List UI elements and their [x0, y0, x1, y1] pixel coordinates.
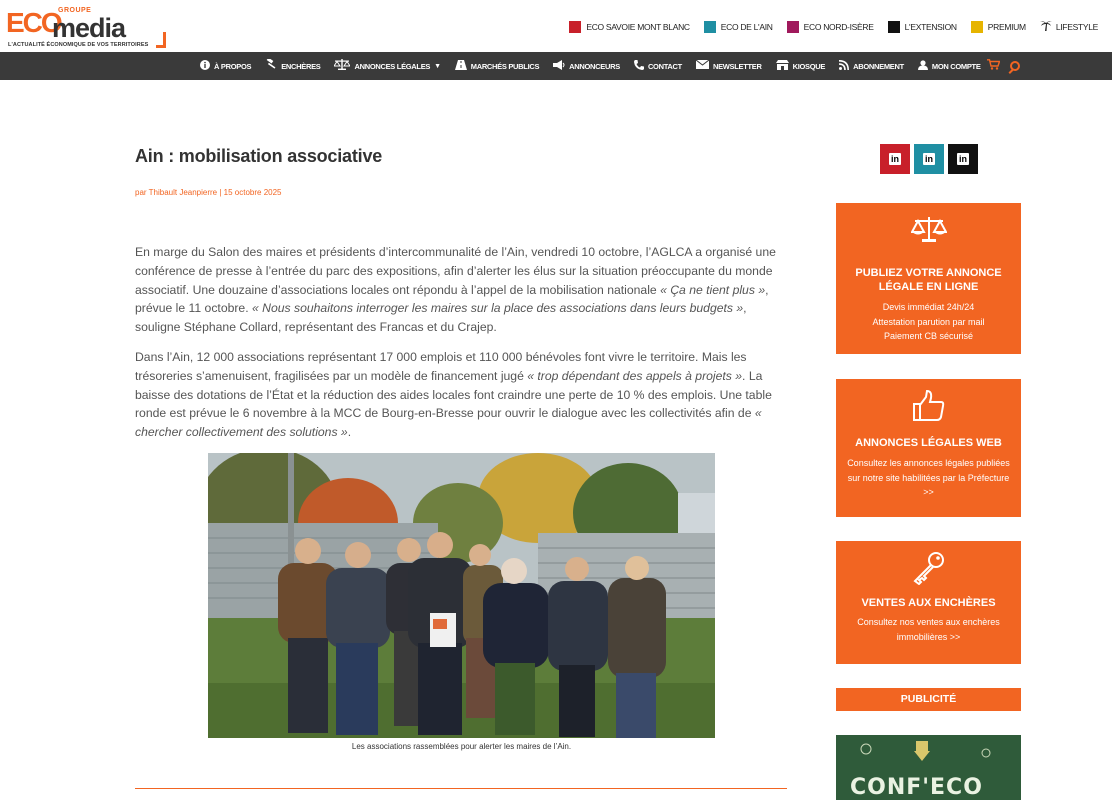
article-title: Ain : mobilisation associative: [135, 146, 383, 166]
quote-run: « Nous souhaitons interroger les maires sur la place des associations dans leurs budgets »: [251, 301, 744, 316]
card-ventes-encheres[interactable]: [836, 541, 1021, 664]
card-line: Attestation parution par mail: [872, 316, 985, 327]
publicite-heading: PUBLICITÉ: [836, 688, 1021, 711]
article-divider: [135, 788, 787, 789]
quote-run: « trop dépendant des appels à projets »: [527, 368, 743, 383]
balance-icon: [334, 59, 350, 73]
card-title: ANNONCES LÉGALES WEB: [855, 437, 1002, 449]
nav-a-propos[interactable]: [200, 60, 251, 73]
article-byline: [135, 188, 282, 197]
edition-label: L'EXTENSION: [904, 21, 957, 32]
nav-label: CONTACT: [647, 61, 682, 71]
nav-label: ENCHÈRES: [281, 61, 321, 71]
edition-lifestyle[interactable]: [1040, 19, 1098, 34]
info-icon: [200, 60, 210, 73]
chevron-down-icon: ▼: [434, 62, 441, 70]
search-icon[interactable]: [1010, 61, 1020, 71]
edition-color-square: [704, 21, 716, 33]
nav-kiosque[interactable]: [776, 60, 826, 73]
nav-label: ANNONCES LÉGALES: [354, 61, 431, 71]
nav-label: MARCHÉS PUBLICS: [470, 61, 540, 71]
road-icon: [455, 60, 467, 73]
article-date: 15 octobre 2025: [223, 188, 282, 197]
nav-label: KIOSQUE: [792, 61, 826, 71]
ad-banner[interactable]: [836, 735, 1021, 800]
photo-caption: Les associations rassemblées pour alerter les maires de l’Ain.: [351, 742, 572, 751]
edition-label: ECO SAVOIE MONT BLANC: [586, 21, 690, 32]
thumbs-up-icon: [836, 389, 1021, 428]
card-annonces-legales-web[interactable]: [836, 379, 1021, 517]
card-text: Consultez nos ventes aux enchères immobilières >>: [857, 617, 1000, 642]
edition-color-square: [888, 21, 900, 33]
logo-groupe: GROUPE: [58, 7, 92, 14]
site-logo[interactable]: [6, 6, 166, 48]
social-links: [880, 144, 978, 174]
user-icon: [918, 60, 928, 73]
article-paragraph-2: [135, 348, 790, 442]
text-run: . La baisse des dotations de l’État et la réduction des aides locales font craindre une perte de 10 % des emplois. Une table ronde est prévue le 6 novembre à la MCC de Bourg-en-Bresse pour ouvrir le dialogue avec les collectivités afin de: [135, 368, 772, 421]
linkedin-icon: in: [891, 154, 899, 164]
nav-label: ANNONCEURS: [569, 61, 620, 71]
gavel-icon: [265, 59, 277, 73]
nav-annonceurs[interactable]: [553, 60, 620, 73]
quote-run: « chercher collectivement des solutions »: [135, 406, 762, 440]
top-header: [0, 0, 1112, 52]
quote-run: « Ça ne tient plus »: [660, 282, 766, 297]
text-run: .: [347, 425, 352, 440]
nav-label: MON COMPTE: [931, 61, 981, 71]
nav-label: ABONNEMENT: [853, 61, 904, 71]
linkedin-icon: in: [959, 154, 967, 164]
nav-newsletter[interactable]: [696, 60, 762, 72]
nav-label: NEWSLETTER: [712, 61, 762, 71]
edition-label: LIFESTYLE: [1055, 21, 1098, 32]
edition-label: PREMIUM: [987, 21, 1026, 32]
text-run: En marge du Salon des maires et présidents d’intercommunalité de l’Ain, vendredi 10 octobre, l’AGLCA a organisé une conférence de presse à l’entrée du parc des expositions, afin d’alerter les élus sur la situation préoccupante du monde associatif. Une douzaine d’associations locales ont répondu à l’appel de la mobilisation nationale: [135, 245, 776, 297]
phone-icon: [634, 60, 644, 73]
text-run: , prévue le 11 octobre.: [135, 282, 769, 316]
megaphone-icon: [553, 60, 565, 73]
card-publiez-annonce[interactable]: [836, 203, 1021, 354]
nav-marches-publics[interactable]: [455, 60, 539, 73]
rss-icon: [839, 60, 849, 73]
edition-color-square: [569, 21, 581, 33]
logo-bracket: [156, 32, 166, 48]
edition-label: ECO NORD-ISÈRE: [803, 21, 874, 32]
nav-mon-compte[interactable]: [918, 60, 981, 73]
edition-links: [555, 19, 1098, 34]
edition-eco-savoie-mont-blanc[interactable]: [569, 21, 689, 33]
cart-icon[interactable]: [987, 59, 1000, 73]
nav-contact[interactable]: [634, 60, 682, 73]
nav-abonnement[interactable]: [839, 60, 904, 73]
logo-media: media: [52, 13, 126, 43]
card-title: VENTES AUX ENCHÈRES: [861, 597, 996, 609]
linkedin-button-black[interactable]: [948, 144, 978, 174]
logo-eco: ECO: [6, 7, 61, 38]
linkedin-button-red[interactable]: [880, 144, 910, 174]
key-icon: [836, 551, 1021, 590]
edition-eco-de-lain[interactable]: [704, 21, 773, 33]
card-line: Devis immédiat 24h/24: [882, 302, 975, 312]
card-text: Consultez les annonces légales publiées sur notre site habilitées par la Préfecture >>: [847, 458, 1010, 497]
main-nav: [0, 52, 1112, 80]
envelope-icon: [696, 60, 709, 72]
article-paragraph-1: [135, 243, 790, 337]
logo-tagline: L'ACTUALITÉ ÉCONOMIQUE DE VOS TERRITOIRES: [8, 42, 149, 48]
article-photo: [208, 453, 715, 738]
linkedin-button-teal[interactable]: [914, 144, 944, 174]
linkedin-icon: in: [925, 154, 933, 164]
card-text: [836, 300, 1021, 344]
text-run: , souligne Stéphane Collard, représentant des Francas et du Crajep.: [135, 301, 747, 335]
text-run: Dans l’Ain, 12 000 associations représentant 17 000 emplois et 110 000 bénévoles font vivre le territoire. Mais les trésoreries s’amenuisent, fragilisées par un modèle de financement jugé: [135, 350, 747, 383]
card-title: PUBLIEZ VOTRE ANNONCE LÉGALE EN LIGNE: [855, 267, 1002, 293]
nav-encheres[interactable]: [265, 59, 320, 73]
edition-premium[interactable]: [971, 21, 1026, 33]
edition-label: ECO DE L'AIN: [720, 21, 773, 32]
edition-color-square: [971, 21, 983, 33]
store-icon: [776, 60, 789, 73]
balance-icon: [836, 215, 1021, 248]
nav-annonces-legales[interactable]: [334, 59, 440, 73]
nav-label: À PROPOS: [214, 61, 252, 71]
edition-lextension[interactable]: [888, 21, 957, 33]
card-line: Paiement CB sécurisé: [883, 331, 974, 341]
edition-color-square: [787, 21, 799, 33]
ad-text: CONF'ECO: [850, 775, 983, 800]
byline-separator: |: [219, 188, 222, 197]
article-author[interactable]: par Thibault Jeanpierre: [135, 188, 218, 197]
edition-eco-nord-isere[interactable]: [787, 21, 874, 33]
palm-tree-icon: [1040, 19, 1052, 34]
